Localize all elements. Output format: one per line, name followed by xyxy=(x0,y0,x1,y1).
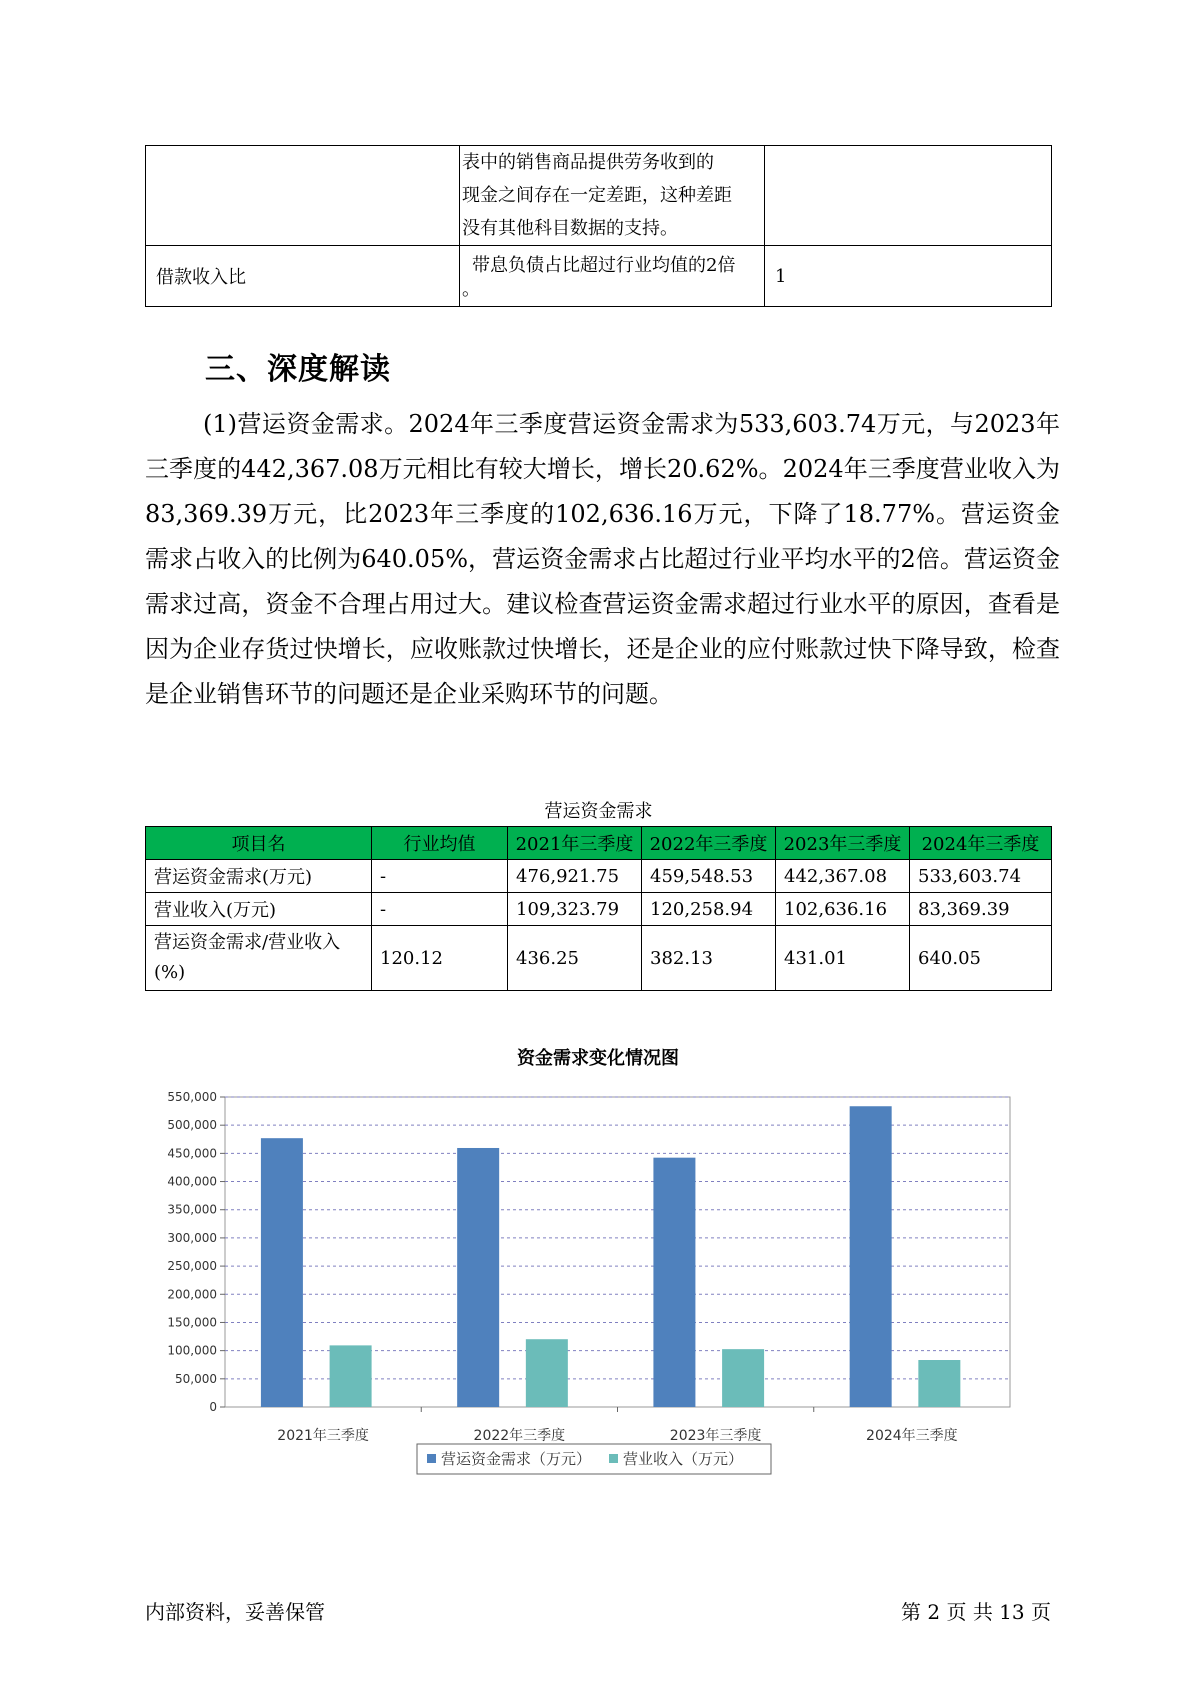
legend-swatch xyxy=(427,1454,436,1463)
table-cell: 102,636.16 xyxy=(776,893,910,926)
analysis-paragraph: (1)营运资金需求。2024年三季度营运资金需求为533,603.74万元，与2023年三季度的442,367.08万元相比有较大增长，增长20.62%。2024年三季度营业收入为83,369.39万元，比2023年三季度的102,636.16万元，下降了18.77%。营运资金需求占收入的比例为640.05%，营运资金需求占比超过行业平均水平的2倍。营运资金需求过高，资金不合理占用过大。建议检查营运资金需求超过行业水平的原因，查看是因为企业存货过快增长，应收账款过快增长，还是企业的应付账款过快下降导致，检查是企业销售环节的问题还是企业采购环节的问题。 xyxy=(145,410,1060,708)
table-row xyxy=(146,246,1052,307)
x-tick-label: 2024年三季度 xyxy=(866,1428,958,1444)
legend-label: 营运资金需求（万元） xyxy=(441,1450,592,1468)
section-title: 三、深度解读 xyxy=(205,352,391,387)
y-tick-label: 100,000 xyxy=(167,1343,217,1358)
y-tick-label: 200,000 xyxy=(167,1287,217,1302)
table-cell: 640.05 xyxy=(910,926,1052,991)
page-number: 第 2 页 共 13 页 xyxy=(901,1600,1051,1624)
table-cell: - xyxy=(372,893,508,926)
bar-working-capital xyxy=(653,1158,695,1407)
table-header-row xyxy=(146,827,1052,860)
y-tick-label: 250,000 xyxy=(167,1259,217,1274)
table-row xyxy=(146,893,1052,926)
y-tick-label: 500,000 xyxy=(167,1118,217,1133)
table-cell: 476,921.75 xyxy=(508,860,642,893)
table-cell: - xyxy=(372,860,508,893)
y-tick-label: 0 xyxy=(209,1400,217,1414)
bar-working-capital xyxy=(457,1148,499,1407)
column-header: 行业均值 xyxy=(372,827,508,860)
table-cell: 120.12 xyxy=(372,926,508,991)
column-header: 2024年三季度 xyxy=(910,827,1052,860)
table-cell: 431.01 xyxy=(776,926,910,991)
table-cell: 459,548.53 xyxy=(642,860,776,893)
desc-line: 表中的销售商品提供劳务收到的 xyxy=(462,152,714,173)
table-cell: 营运资金需求(万元) xyxy=(146,860,372,893)
column-header: 项目名 xyxy=(146,827,372,860)
y-tick-label: 50,000 xyxy=(175,1371,217,1386)
table-cell: 109,323.79 xyxy=(508,893,642,926)
x-tick-label: 2023年三季度 xyxy=(669,1428,762,1444)
y-tick-label: 400,000 xyxy=(167,1174,217,1189)
working-capital-table xyxy=(145,826,1052,991)
indicator-table xyxy=(145,145,1052,307)
bar-chart xyxy=(145,1040,1052,1500)
table-cell: 442,367.08 xyxy=(776,860,910,893)
column-header: 2023年三季度 xyxy=(776,827,910,860)
indicator-score-cell xyxy=(765,146,1052,246)
legend-swatch xyxy=(609,1454,618,1463)
table-cell: 436.25 xyxy=(508,926,642,991)
chart-title: 资金需求变化情况图 xyxy=(517,1048,679,1069)
column-header: 2022年三季度 xyxy=(642,827,776,860)
table-cell: 83,369.39 xyxy=(910,893,1052,926)
indicator-score-cell: 1 xyxy=(765,246,1052,307)
table-caption: 营运资金需求 xyxy=(544,801,653,822)
table-cell: 382.13 xyxy=(642,926,776,991)
table-row xyxy=(146,860,1052,893)
y-tick-label: 450,000 xyxy=(167,1146,217,1161)
bar-working-capital xyxy=(261,1138,303,1407)
footer-confidential: 内部资料，妥善保管 xyxy=(145,1600,325,1624)
bar-revenue xyxy=(526,1339,568,1407)
chart-svg xyxy=(145,1040,1052,1500)
table-cell: 营运资金需求/营业收入(%) xyxy=(146,926,372,991)
indicator-desc-cell xyxy=(460,146,765,246)
bar-working-capital xyxy=(850,1106,892,1407)
y-tick-label: 350,000 xyxy=(167,1202,217,1217)
desc-line: 。 xyxy=(462,279,480,300)
indicator-name-cell: 借款收入比 xyxy=(146,246,460,307)
bar-revenue xyxy=(918,1360,960,1407)
table-row xyxy=(146,926,1052,991)
y-tick-label: 300,000 xyxy=(167,1230,217,1245)
bar-revenue xyxy=(330,1345,372,1407)
column-header: 2021年三季度 xyxy=(508,827,642,860)
table-cell: 120,258.94 xyxy=(642,893,776,926)
desc-line: 带息负债占比超过行业均值的2倍 xyxy=(472,255,736,276)
desc-line: 没有其他科目数据的支持。 xyxy=(462,218,678,239)
x-tick-label: 2021年三季度 xyxy=(277,1428,369,1444)
desc-line: 现金之间存在一定差距，这种差距 xyxy=(462,185,732,206)
x-tick-label: 2022年三季度 xyxy=(473,1428,566,1444)
indicator-name-cell xyxy=(146,146,460,246)
y-tick-label: 150,000 xyxy=(167,1315,217,1330)
indicator-desc-cell xyxy=(460,246,765,307)
table-row xyxy=(146,146,1052,246)
table-cell: 营业收入(万元) xyxy=(146,893,372,926)
legend-label: 营业收入（万元） xyxy=(623,1450,744,1468)
table-cell: 533,603.74 xyxy=(910,860,1052,893)
bar-revenue xyxy=(722,1349,764,1407)
y-tick-label: 550,000 xyxy=(167,1090,217,1104)
